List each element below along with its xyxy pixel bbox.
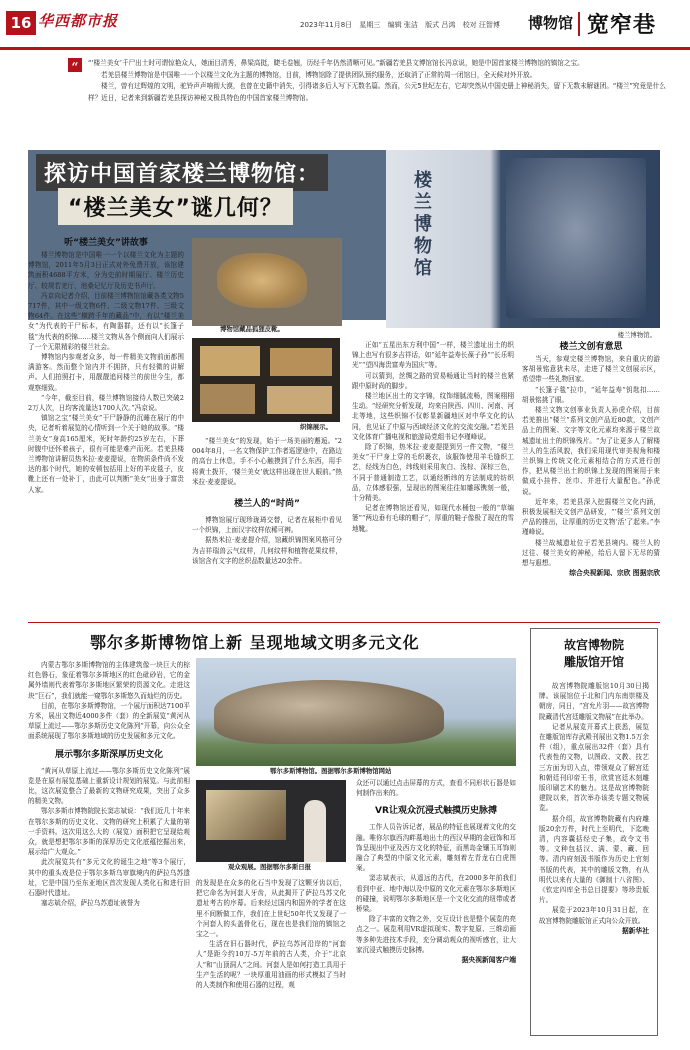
column-name: 宽窄巷 bbox=[587, 13, 657, 38]
sidebar-body bbox=[531, 681, 657, 936]
body-paragraph: 鄂尔多斯市博物院院长窦志斌说：“我们近几十年来在鄂尔多斯的历史文化、文物的研究上积累了大量的第一手资料。这次用这么大的（展览）面积把它呈现给观众，就是想把鄂尔多斯的深厚历史文化底蕴挖掘出来，展示给广大观众。” bbox=[28, 807, 190, 857]
body-paragraph: 故宫博物院雕版馆10月30日揭牌。该展馆位于北和门内东南崇楼及朝房，同日，“宫允片羽——故宫博物院藏清代宫廷雕版文物展”在此举办。 bbox=[539, 682, 649, 721]
brocade-fragment bbox=[200, 346, 260, 376]
visitors-photo bbox=[196, 780, 346, 862]
article1-column3 bbox=[352, 340, 514, 534]
body-paragraph: “今年，截至目前，楼兰博物馆接待人数已突破22万人次，日均客流量达1700人次。”冯京说。 bbox=[28, 393, 184, 413]
museum-photo-caption: 楼兰博物馆。 bbox=[386, 331, 660, 340]
article2-title: 鄂尔多斯博物馆上新 呈现地域文明多元文化 bbox=[90, 633, 420, 652]
relief-sculpture bbox=[506, 158, 646, 318]
article1-credit: 综合央视新闻、宗欣 图据宗欣 bbox=[569, 569, 660, 578]
article1-title-line1: 探访中国首家楼兰博物馆： bbox=[36, 154, 328, 191]
body-paragraph: 据热米拉·麦麦提介绍，馆藏织锦图案风格可分为吉祥瑞兽云气纹样，几何纹样和植物花果纹样，该馆含有文字的丝织品数量达20余件。 bbox=[192, 536, 342, 565]
article1-column2 bbox=[192, 436, 342, 566]
section-heading: 听“楼兰美女”讲故事 bbox=[64, 238, 148, 248]
sidebar-credit: 据新华社 bbox=[621, 926, 649, 935]
body-paragraph: 可以猜到，丝绸之路的贸易畅通让当时的楼兰也紧跟中原时尚的脚步。 bbox=[352, 371, 514, 390]
dateline bbox=[300, 20, 505, 30]
channel-name: 博物馆 bbox=[528, 14, 574, 32]
ordos-museum-caption: 鄂尔多斯博物馆。图据鄂尔多斯博物馆网站 bbox=[270, 767, 392, 775]
body-paragraph: “黄河从草原上流过——鄂尔多斯历史文化陈列”展览是在原有展览基础上重新设计规划的展览。与此前相比，这次展览整合了最新的文物研究成果，突出了众多的精美文物。 bbox=[28, 766, 190, 806]
ordos-museum-photo bbox=[196, 658, 516, 766]
body-paragraph: 镇馆之宝“楼兰美女”干尸静静的沉睡在展厅的中央，记者听着展览的心情听到一个关于她的故事。“楼兰美女”身高165厘米，死时年龄约25岁左右，下葬时腹中还怀着孩子，很有可能是难产而死。若羌县楼兰博物馆讲解员热米拉·麦麦提说，在物质条件尚不发达的那个时代，她的安顿包括用上好的羊皮毯子，皮靴上还有一处补丁，由此可以判断“美女”出身于富贵人家。 bbox=[28, 414, 184, 494]
body-paragraph: “楼兰美女”的发现，始于一场美丽的邂逅。“2004年8月，一名文物保护工作者巡逻途中，在路边的高台上休息，手不小心触摸到了什么东西，用手将黄土拨开，‘楼兰美女’就这样出现在世人眼前。”热米拉·麦麦提说。 bbox=[192, 437, 342, 486]
fur-boot-photo bbox=[192, 238, 342, 326]
body-paragraph: 众还可以通过点击屏幕的方式，查看不同形状石器是如何制作出来的。 bbox=[356, 779, 516, 798]
body-paragraph: 博物馆展厅现珍珑琦交替，记者在展柜中看见一个织锦，上面汉字纹样依稀可辨。 bbox=[192, 516, 342, 535]
body-paragraph: 展览于2023年10月31日起，在故宫博物院雕版馆正式向公众开放。 bbox=[539, 906, 649, 925]
body-paragraph: 冯京向记者介绍，目前楼兰博物馆馆藏各类文物5717件，其中一级文物6件、二级文物17件、三级文物64件。在这些“横跨千年的藏品”中，有以“楼兰美女”为代表的干尸标本，有陶器群，还有以“长篷子毯”为代表的织锦……楼兰文物从各个侧面向人们展示了一个无限精彩的楼兰社会。 bbox=[28, 291, 184, 351]
sidebar-title-line2: 雕版馆开馆 bbox=[563, 655, 624, 669]
body-paragraph: 楼兰地区出土的文字锦，纹饰细腻流畅，图案栩栩生动。“经研究分析发现，均来自陕西、四川、河南、河北等地，这些织锦不仅彰显新疆地区对中华文化的认同，也见证了中原与西域经济文化的交流交融。”若羌县文化体育广播电视和旅游局党组书记李瑾峰说。 bbox=[352, 392, 514, 441]
editor-credit: 编辑 张洁 bbox=[387, 21, 418, 29]
article1-column1 bbox=[28, 236, 184, 495]
body-paragraph: 内蒙古鄂尔多斯博物馆的主体建筑像一块巨大的棕红色磐石，象征着鄂尔多斯地区的红色砒砂岩，它的金属外墙则代表着鄂尔多斯地区繁荣的资源文化。走进这块“巨石”，我们就能一窥鄂尔多斯悠久而灿烂的历史。 bbox=[28, 661, 190, 700]
issue-weekday: 星期三 bbox=[359, 21, 381, 29]
body-paragraph: 楼兰文物文创事业负责人孙虎介绍，目前若羌推出“楼兰”系列文创产品近80款，文创产品上的图案、文字等文化元素均来源于楼兰故城遗址出土的织锦残片。“为了让更多人了解楼兰人的生活风貌，我们采用现代审美视角和楼兰织锦上传统文化元素相结合的方式进行创作，把从楼兰出土的织锦上发现的图案用于来做成小挂件、丝巾、并进行大量配色。”孙虎说。 bbox=[522, 406, 660, 496]
visitors-caption: 观众观展。图据鄂尔多斯日报 bbox=[228, 863, 312, 871]
fur-boot-caption: 博物馆藏品狐狸皮靴。 bbox=[220, 325, 284, 333]
section-heading: 展示鄂尔多斯深厚历史文化 bbox=[54, 749, 163, 760]
body-paragraph: 塞志斌介绍，萨拉乌苏遗址被誉为 bbox=[41, 899, 140, 908]
newspaper-logo: 华西都市报 bbox=[38, 12, 119, 30]
museum-sign: 楼兰博物馆 bbox=[414, 170, 432, 279]
body-paragraph: 工作人员告诉记者，展品的特征也展现着文化的交融。唯你尔旗西沟畔墓地出土的西汉早期的金冠饰和耳饰呈现出中亚及西方文化的特征，而黑岛金镶玉耳饰则融合了典型的中原文化元素，雕刻着左青龙右白虎图案。 bbox=[356, 823, 516, 873]
brocade-fragment bbox=[200, 384, 255, 414]
article2-column2 bbox=[196, 878, 346, 990]
article1-column4 bbox=[522, 340, 660, 578]
visitor-figure bbox=[304, 800, 326, 862]
body-paragraph: 窦志斌表示，从遥远的古代，在2000多年前我们看到中亚、地中海以及中原的文化元素在鄂尔多斯地区的碰撞，说明鄂尔多斯地区是一个文化交流的纽带或者桥梁。 bbox=[356, 874, 516, 914]
section-heading: VR让观众沉浸式触摸历史脉搏 bbox=[375, 806, 497, 817]
issue-date: 2023年11月8日 bbox=[300, 21, 353, 29]
brocade-fragment bbox=[267, 386, 332, 414]
section-divider bbox=[28, 622, 660, 623]
intro-paragraph: 楼兰，曾有过辉煌的文明，驼铃声声响彻大漠，也曾在史籍中消失，引得诸多后人写下无数名篇。然而，公元5世纪左右，它却突然从中国史册上神秘消失，留下无数未解谜团。“楼兰”究竟是什么样？近日，记者来到新疆若羌县探访神秘又极具特色的中国首家楼兰博物馆。 bbox=[88, 82, 666, 102]
article1-title-line2: “楼兰美女”谜几何？ bbox=[58, 188, 293, 225]
boot-artifact bbox=[217, 253, 307, 308]
body-paragraph: 正如“五星出东方利中国”一样，楼兰遗址出土的织锦上也写有很多吉祥话，如“延年益寿长葆子孙”“长乐明光”“望四海贵富寿为国庆”等。 bbox=[352, 341, 514, 370]
sidebar-box bbox=[530, 628, 658, 1036]
article2-column3 bbox=[356, 778, 516, 965]
body-paragraph: 记者在博物馆还看见，如现代水桶包一般的“草编篓”“两边垂有毛球的帽子”，厚重的鞋子像极了现在的雪地靴。 bbox=[352, 504, 514, 533]
intro-paragraph: 若羌县楼兰博物馆是中国唯一一个以楼兰文化为主题的博物馆，目前，博物馆除了提供团队预约服务，还取消了正常的周一闭馆日，全天候对外开放。 bbox=[101, 70, 537, 79]
intro-paragraph: “‘楼兰美女’千尸出土时可谓惊艳众人，她面目清秀，鼻梁高挺，睫毛卷翘，历经千年仍然清晰可见。”新疆若羌县文博馆馆长冯京说，她是中国首家楼兰博物馆的镇馆之宝。 bbox=[88, 59, 584, 67]
designer-credit: 版式 吕鸿 bbox=[425, 21, 456, 29]
museum-building bbox=[214, 680, 444, 744]
masthead-divider bbox=[578, 12, 580, 36]
brocade-caption: 织锦展示。 bbox=[300, 423, 332, 431]
body-paragraph: 除了丰富的文物之外，交互设计也是整个展览的亮点之一。展览利用VR虚拟现实、数字复原、三维动画等多种先进技术手段，充分调动观众的视听感官，让大家沉浸式触摸历史脉搏。 bbox=[356, 915, 516, 954]
body-paragraph: 除了织锦，热米拉·麦麦提提到另一件文物，“楼兰美女”干尸身上穿的毛织裹衣，该服饰使用羊毛缝织工艺，经线为白色，纬线则采用灰白、浅棕、深棕三色，不同于普通制造工艺，以通经断纬的方法制成的纺织品，立体感很强，呈现出的图案往往如雕琢镌刻一般，十分精美。 bbox=[352, 443, 514, 503]
sidebar-title-line1: 故宫博物院 bbox=[563, 638, 624, 652]
body-paragraph: 当天，参观完楼兰博物馆，来自重庆的游客胡景铭意犹未尽，走进了楼兰文创展示区，希望带一些礼物回家。 bbox=[522, 355, 660, 384]
section-heading: 楼兰文创有意思 bbox=[559, 342, 623, 352]
body-paragraph: 的发现是在众多的化石当中发现了这颗牙齿以后，把它命名为河套人牙齿，从此揭开了萨拉乌苏文化遗址考古的序幕。后来经过国内和国外的学者在这里不间断做工作，我们在上世纪50年代又发现了一个河套人的头盖骨化石，现在也是我们馆的镇馆之宝之一。 bbox=[196, 879, 346, 939]
body-paragraph: 楼兰故城遗址位于若羌县境内。楼兰人的过往、楼兰美女的神秘，给后人留下无尽的猜想与遐想。 bbox=[522, 538, 660, 568]
article1-intro bbox=[88, 58, 668, 104]
article2-credit: 据央视新闻客户端 bbox=[461, 956, 516, 965]
sidebar-title bbox=[531, 637, 657, 671]
article2-column1 bbox=[28, 660, 190, 908]
body-paragraph: 目前，在鄂尔多斯博物馆，一个展厅面积达7100平方米，展出文物近4000多件（套）的全新展览“黄河从草原上流过——鄂尔多斯历史文化陈列”开幕，向公众全面系统展现了鄂尔多斯地域的历史发展和多元文化。 bbox=[28, 701, 190, 741]
body-paragraph: 生活在旧石器时代，萨拉乌苏河沿岸的“河套人”是距今约10万-5万年前的古人类，介于“北京人”和“山顶洞人”之间。河套人是如何打造工具用于生产生活的呢？一块厚重用油画的形式模拟了当时的人类制作和使用石器的过程，观 bbox=[196, 940, 346, 990]
brocade-fragment bbox=[270, 348, 332, 376]
page-number: 16 bbox=[6, 11, 36, 35]
body-paragraph: 据介绍，故宫博物院藏有内府雕版20余万件，时代上至明代，下迄晚清，内容囊括经史子集，政令文书等。文种包括汉、满、蒙、藏、回等。清内府刻汲书版作为历史上官刻书版的代表，其中的雕版文物，有从明代以来有大量的《御制十八省图》、《钦定四库全书总目提要》等珍贵版片。 bbox=[539, 814, 649, 905]
quote-icon: “ bbox=[68, 58, 82, 72]
body-paragraph: 博物馆内参观者众多，每一件精美文物前面都围满游客。然而整个馆内并不拥挤，只有轻微的讲解声。人们拍照打卡，用靓靓追问楼兰的前世今生，都观察细致。 bbox=[28, 353, 184, 392]
body-paragraph: 楼兰博物馆是中国唯一一个以楼兰文化为主题的博物馆，2011年5月3日正式对外免费开放，该馆建筑面积4688平方米，分为史前时期展厅、楼兰历史厅、较规若羌厅，池桑记忆厅及历史书声厅。 bbox=[28, 251, 184, 290]
body-paragraph: 记者从展览开幕式上获悉，展览在雕版馆库存武殿刊展出文物1.5万余件（组），重点展出32件（套）具有代表性的文物，以图政、文教、技艺三方面为切入点，带领观众了解宫廷和朝廷刊印帝王书，欣赏宫廷木刻雕版印刷艺术的魅力。这是故宫博物院建院以来，首次举办该类专题文物展览。 bbox=[539, 722, 649, 813]
brocade-photo bbox=[192, 338, 340, 422]
proofreader-credit: 校对 汪智博 bbox=[462, 21, 500, 29]
museum-photo bbox=[386, 150, 660, 339]
section-heading: 楼兰人的“时尚” bbox=[234, 499, 300, 510]
body-paragraph: “长篷子毯”拉巾，“延年益寿”钥匙扣……胡景铭挑了眼。 bbox=[522, 385, 660, 404]
body-paragraph: 近年来，若羌县深入挖掘楼兰文化内涵，积极发展相关文创产品研发，“‘楼兰’系列文创产品的推出，让厚重的历史文物‘活’了起来。”李瑾峰说。 bbox=[522, 497, 660, 537]
body-paragraph: 此次展览共有“多元文化的诞生之地”等3个展厅，其中的重头戏是位于鄂尔多斯乌审旗境内的萨拉乌苏遗址，它是中国乃至东亚地区首次发现人类化石和进行旧石器时代遗址。 bbox=[28, 858, 190, 898]
exhibit-screen bbox=[206, 790, 286, 840]
